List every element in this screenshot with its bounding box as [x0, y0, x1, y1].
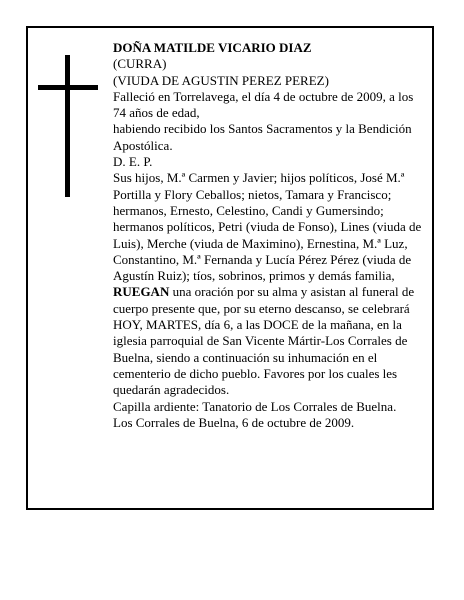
cross-icon — [38, 55, 98, 197]
cross-horizontal-bar — [38, 85, 98, 90]
deceased-name: DOÑA MATILDE VICARIO DIAZ — [113, 40, 312, 55]
place-date: Los Corrales de Buelna, 6 de octubre de 2009. — [113, 414, 355, 430]
sacraments-notice: habiendo recibido los Santos Sacramentos y la Bendición Apostólica. — [113, 121, 412, 153]
funeral-request-lead: RUEGAN — [113, 284, 170, 300]
family-list: Sus hijos, M.ª Carmen y Javier; hijos políticos, José M.ª Portilla y Flory Ceballos; nietos, Tamara y Francisco; hermanos, Ernesto, Celestino, Candi y Gumersindo; hermanos políticos, Petri (viuda de Fonso), Lines (viuda de Luis), Merche (viuda de Maximino), Ernestina, M.ª Luz, Constantino, M.ª Fernanda y Lucía Pérez Pérez (viuda de Agustín Ruiz); tíos, sobrinos, primos y demás familia, — [113, 170, 422, 284]
deceased-nickname: (CURRA) — [113, 56, 167, 72]
obituary-text — [113, 40, 425, 431]
funeral-request — [113, 284, 425, 398]
widow-of: (VIUDA DE AGUSTIN PEREZ PEREZ) — [113, 72, 329, 88]
rest-in-peace: D. E. P. — [113, 154, 153, 170]
chapel-notice: Capilla ardiente: Tanatorio de Los Corrales de Buelna. — [113, 398, 397, 414]
funeral-request-body: una oración por su alma y asistan al funeral de cuerpo presente que, por su eterno descanso, se celebrará HOY, MARTES, día 6, a las DOCE de la mañana, en la iglesia parroquial de San Vicente Mártir-Los Corrales de Buelna, siendo a continuación su inhumación en el cementerio de dicho pueblo. Favores por los cuales les quedarán agradecidos. — [113, 284, 415, 398]
cross-vertical-bar — [65, 55, 70, 197]
death-notice: Falleció en Torrelavega, el día 4 de octubre de 2009, a los 74 años de edad, — [113, 88, 414, 121]
